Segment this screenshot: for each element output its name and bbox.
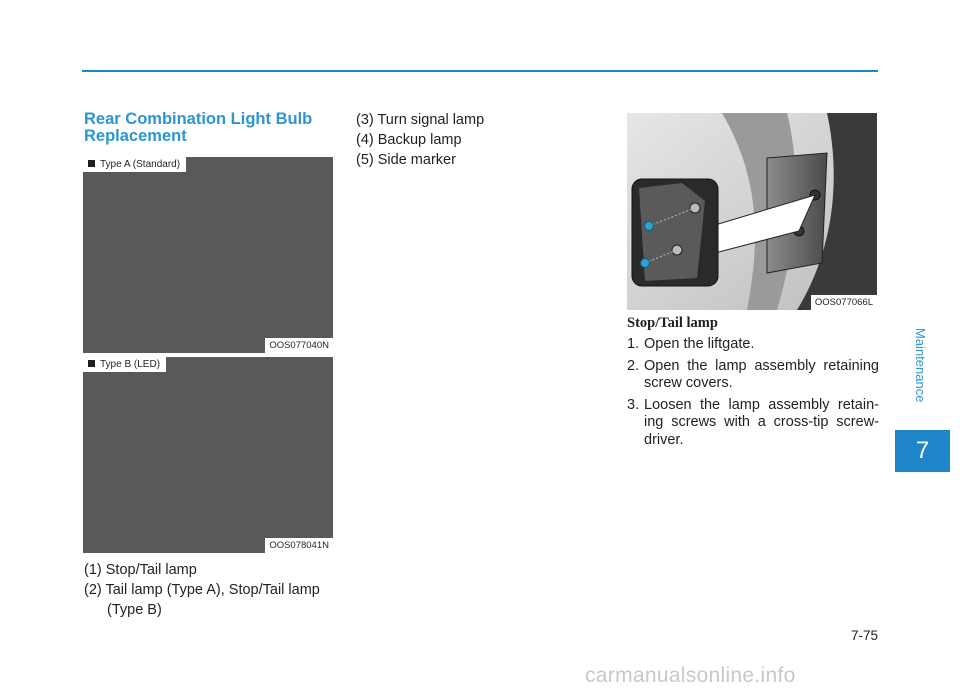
step-1: 1. Open the liftgate. xyxy=(627,336,755,352)
step-3: 3. Loosen the lamp assembly retain-ing screws with a cross-tip screw-driver. xyxy=(627,396,879,448)
figure-type-b xyxy=(83,357,333,553)
legend-left xyxy=(84,560,339,620)
legend-mid xyxy=(356,110,606,170)
figure-type-b-code: OOS078041N xyxy=(265,538,333,553)
figure-type-a-code: OOS077040N xyxy=(265,338,333,353)
square-bullet-icon xyxy=(88,360,95,367)
watermark: carmanualsonline.info xyxy=(585,664,796,687)
legend-item-1: (1) Stop/Tail lamp xyxy=(84,562,197,578)
figure-type-a xyxy=(83,157,333,353)
page-number: 7-75 xyxy=(850,628,878,643)
chapter-number-tab: 7 xyxy=(895,430,950,472)
legend-item-5: (5) Side marker xyxy=(356,152,456,168)
legend-item-4: (4) Backup lamp xyxy=(356,132,462,148)
figure-type-b-label: Type B (LED) xyxy=(83,357,166,372)
top-rule xyxy=(82,70,878,72)
figure-type-a-label: Type A (Standard) xyxy=(83,157,186,172)
chapter-side-label: Maintenance xyxy=(913,327,928,403)
lamp-screw-illustration xyxy=(627,113,877,310)
photo-code: OOS077066L xyxy=(811,295,877,310)
section-title: Rear Combination Light Bulb Replacement xyxy=(84,110,313,145)
legend-item-2: (2) Tail lamp (Type A), Stop/Tail lamp (Type B) xyxy=(84,582,320,618)
step-2: 2. Open the lamp assembly retaining screw covers. xyxy=(627,357,879,391)
square-bullet-icon xyxy=(88,160,95,167)
legend-item-3: (3) Turn signal lamp xyxy=(356,112,485,128)
stop-tail-steps xyxy=(627,336,879,453)
lamp-screw-photo xyxy=(627,113,877,310)
stop-tail-heading: Stop/Tail lamp xyxy=(627,315,718,331)
